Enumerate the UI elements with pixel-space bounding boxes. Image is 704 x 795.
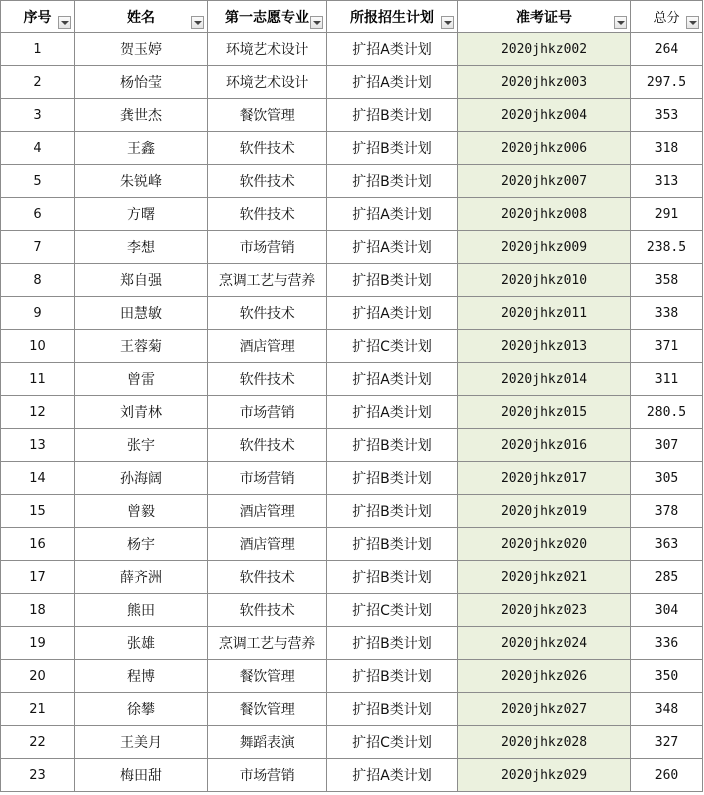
dropdown-arrow-icon[interactable] xyxy=(58,16,71,29)
table-row xyxy=(1,660,703,693)
cell-name[interactable]: 徐攀 xyxy=(75,693,208,726)
header-score xyxy=(631,1,703,33)
cell-major[interactable]: 舞蹈表演 xyxy=(208,726,327,759)
table-row xyxy=(1,132,703,165)
cell-score[interactable]: 350 xyxy=(631,660,703,693)
table-row xyxy=(1,231,703,264)
cell-plan[interactable]: 扩招B类计划 xyxy=(327,132,458,165)
cell-score[interactable]: 336 xyxy=(631,627,703,660)
table-row xyxy=(1,726,703,759)
cell-plan[interactable]: 扩招A类计划 xyxy=(327,33,458,66)
cell-plan[interactable]: 扩招A类计划 xyxy=(327,231,458,264)
cell-plan[interactable]: 扩招B类计划 xyxy=(327,627,458,660)
cell-major[interactable]: 软件技术 xyxy=(208,132,327,165)
cell-score[interactable]: 358 xyxy=(631,264,703,297)
table-row xyxy=(1,594,703,627)
cell-exam-no[interactable]: 2020jhkz007 xyxy=(458,165,631,198)
cell-major[interactable]: 软件技术 xyxy=(208,363,327,396)
cell-name[interactable]: 张宇 xyxy=(75,429,208,462)
cell-plan[interactable]: 扩招A类计划 xyxy=(327,198,458,231)
cell-exam-no[interactable]: 2020jhkz020 xyxy=(458,528,631,561)
cell-name[interactable]: 方曙 xyxy=(75,198,208,231)
cell-major[interactable]: 酒店管理 xyxy=(208,330,327,363)
cell-exam-no[interactable]: 2020jhkz024 xyxy=(458,627,631,660)
table-row xyxy=(1,396,703,429)
cell-plan[interactable]: 扩招B类计划 xyxy=(327,264,458,297)
cell-name[interactable]: 杨怡莹 xyxy=(75,66,208,99)
cell-name[interactable]: 龚世杰 xyxy=(75,99,208,132)
cell-exam-no[interactable]: 2020jhkz015 xyxy=(458,396,631,429)
cell-exam-no[interactable]: 2020jhkz014 xyxy=(458,363,631,396)
header-label: 姓名 xyxy=(127,9,155,26)
cell-major[interactable]: 市场营销 xyxy=(208,396,327,429)
cell-name[interactable]: 王美月 xyxy=(75,726,208,759)
table-row xyxy=(1,33,703,66)
cell-exam-no[interactable]: 2020jhkz023 xyxy=(458,594,631,627)
cell-score[interactable]: 285 xyxy=(631,561,703,594)
cell-seq[interactable]: 7 xyxy=(1,231,75,264)
cell-exam-no[interactable]: 2020jhkz028 xyxy=(458,726,631,759)
cell-score[interactable]: 318 xyxy=(631,132,703,165)
header-major xyxy=(208,1,327,33)
dropdown-arrow-icon[interactable] xyxy=(191,16,204,29)
cell-name[interactable]: 曾毅 xyxy=(75,495,208,528)
cell-score[interactable]: 378 xyxy=(631,495,703,528)
dropdown-arrow-icon[interactable] xyxy=(686,16,699,29)
cell-major[interactable]: 软件技术 xyxy=(208,165,327,198)
cell-name[interactable]: 曾雷 xyxy=(75,363,208,396)
cell-seq[interactable]: 6 xyxy=(1,198,75,231)
table-row xyxy=(1,528,703,561)
table-row xyxy=(1,429,703,462)
table-row xyxy=(1,198,703,231)
cell-score[interactable]: 304 xyxy=(631,594,703,627)
cell-exam-no[interactable]: 2020jhkz002 xyxy=(458,33,631,66)
cell-major[interactable]: 市场营销 xyxy=(208,759,327,792)
cell-score[interactable]: 313 xyxy=(631,165,703,198)
cell-seq[interactable]: 2 xyxy=(1,66,75,99)
cell-seq[interactable]: 22 xyxy=(1,726,75,759)
cell-name[interactable]: 程博 xyxy=(75,660,208,693)
cell-seq[interactable]: 10 xyxy=(1,330,75,363)
cell-major[interactable]: 餐饮管理 xyxy=(208,660,327,693)
cell-score[interactable]: 327 xyxy=(631,726,703,759)
cell-plan[interactable]: 扩招C类计划 xyxy=(327,330,458,363)
cell-seq[interactable]: 12 xyxy=(1,396,75,429)
cell-exam-no[interactable]: 2020jhkz019 xyxy=(458,495,631,528)
table-row xyxy=(1,561,703,594)
cell-score[interactable]: 260 xyxy=(631,759,703,792)
header-label: 准考证号 xyxy=(516,9,572,26)
table-row xyxy=(1,462,703,495)
cell-seq[interactable]: 13 xyxy=(1,429,75,462)
cell-score[interactable]: 338 xyxy=(631,297,703,330)
cell-major[interactable]: 软件技术 xyxy=(208,429,327,462)
cell-score[interactable]: 348 xyxy=(631,693,703,726)
table-row xyxy=(1,759,703,792)
cell-name[interactable]: 薛齐洲 xyxy=(75,561,208,594)
cell-name[interactable]: 李想 xyxy=(75,231,208,264)
cell-score[interactable]: 264 xyxy=(631,33,703,66)
cell-name[interactable]: 刘青林 xyxy=(75,396,208,429)
cell-seq[interactable]: 16 xyxy=(1,528,75,561)
header-name xyxy=(75,1,208,33)
cell-exam-no[interactable]: 2020jhkz027 xyxy=(458,693,631,726)
cell-plan[interactable]: 扩招B类计划 xyxy=(327,462,458,495)
cell-exam-no[interactable]: 2020jhkz003 xyxy=(458,66,631,99)
cell-name[interactable]: 张雄 xyxy=(75,627,208,660)
cell-score[interactable]: 305 xyxy=(631,462,703,495)
cell-exam-no[interactable]: 2020jhkz010 xyxy=(458,264,631,297)
cell-plan[interactable]: 扩招B类计划 xyxy=(327,495,458,528)
table-row xyxy=(1,297,703,330)
table-row xyxy=(1,264,703,297)
table-row xyxy=(1,495,703,528)
table-row xyxy=(1,165,703,198)
cell-name[interactable]: 王蓉菊 xyxy=(75,330,208,363)
cell-plan[interactable]: 扩招B类计划 xyxy=(327,429,458,462)
table-row xyxy=(1,330,703,363)
cell-score[interactable]: 280.5 xyxy=(631,396,703,429)
cell-plan[interactable]: 扩招B类计划 xyxy=(327,693,458,726)
cell-score[interactable]: 311 xyxy=(631,363,703,396)
cell-plan[interactable]: 扩招B类计划 xyxy=(327,165,458,198)
cell-exam-no[interactable]: 2020jhkz029 xyxy=(458,759,631,792)
table-row xyxy=(1,363,703,396)
cell-name[interactable]: 田慧敏 xyxy=(75,297,208,330)
cell-major[interactable]: 环境艺术设计 xyxy=(208,33,327,66)
cell-major[interactable]: 软件技术 xyxy=(208,594,327,627)
cell-major[interactable]: 软件技术 xyxy=(208,561,327,594)
table-row xyxy=(1,66,703,99)
cell-name[interactable]: 杨宇 xyxy=(75,528,208,561)
header-row xyxy=(1,1,703,33)
cell-seq[interactable]: 15 xyxy=(1,495,75,528)
cell-plan[interactable]: 扩招B类计划 xyxy=(327,561,458,594)
cell-seq[interactable]: 11 xyxy=(1,363,75,396)
table-row xyxy=(1,627,703,660)
cell-exam-no[interactable]: 2020jhkz004 xyxy=(458,99,631,132)
cell-name[interactable]: 郑自强 xyxy=(75,264,208,297)
table-row xyxy=(1,693,703,726)
cell-seq[interactable]: 8 xyxy=(1,264,75,297)
cell-exam-no[interactable]: 2020jhkz006 xyxy=(458,132,631,165)
table-header xyxy=(1,1,703,33)
cell-seq[interactable]: 9 xyxy=(1,297,75,330)
cell-score[interactable]: 307 xyxy=(631,429,703,462)
cell-name[interactable]: 熊田 xyxy=(75,594,208,627)
dropdown-arrow-icon[interactable] xyxy=(310,16,323,29)
cell-exam-no[interactable]: 2020jhkz026 xyxy=(458,660,631,693)
cell-name[interactable]: 孙海阔 xyxy=(75,462,208,495)
cell-score[interactable]: 363 xyxy=(631,528,703,561)
cell-major[interactable]: 软件技术 xyxy=(208,297,327,330)
cell-name[interactable]: 梅田甜 xyxy=(75,759,208,792)
cell-plan[interactable]: 扩招A类计划 xyxy=(327,66,458,99)
cell-seq[interactable]: 14 xyxy=(1,462,75,495)
cell-plan[interactable]: 扩招A类计划 xyxy=(327,297,458,330)
cell-plan[interactable]: 扩招C类计划 xyxy=(327,594,458,627)
cell-exam-no[interactable]: 2020jhkz017 xyxy=(458,462,631,495)
cell-seq[interactable]: 3 xyxy=(1,99,75,132)
cell-exam-no[interactable]: 2020jhkz021 xyxy=(458,561,631,594)
cell-exam-no[interactable]: 2020jhkz016 xyxy=(458,429,631,462)
cell-score[interactable]: 353 xyxy=(631,99,703,132)
header-exam-no xyxy=(458,1,631,33)
cell-major[interactable]: 烹调工艺与营养 xyxy=(208,627,327,660)
cell-major[interactable]: 市场营销 xyxy=(208,462,327,495)
cell-name[interactable]: 王鑫 xyxy=(75,132,208,165)
cell-exam-no[interactable]: 2020jhkz011 xyxy=(458,297,631,330)
cell-major[interactable]: 烹调工艺与营养 xyxy=(208,264,327,297)
table-row xyxy=(1,99,703,132)
cell-name[interactable]: 朱锐峰 xyxy=(75,165,208,198)
cell-major[interactable]: 餐饮管理 xyxy=(208,99,327,132)
cell-score[interactable]: 371 xyxy=(631,330,703,363)
cell-major[interactable]: 环境艺术设计 xyxy=(208,66,327,99)
cell-seq[interactable]: 5 xyxy=(1,165,75,198)
cell-major[interactable]: 酒店管理 xyxy=(208,528,327,561)
cell-seq[interactable]: 20 xyxy=(1,660,75,693)
cell-seq[interactable]: 4 xyxy=(1,132,75,165)
header-label: 第一志愿专业 xyxy=(225,9,309,26)
cell-seq[interactable]: 1 xyxy=(1,33,75,66)
cell-exam-no[interactable]: 2020jhkz008 xyxy=(458,198,631,231)
header-plan xyxy=(327,1,458,33)
cell-score[interactable]: 291 xyxy=(631,198,703,231)
cell-plan[interactable]: 扩招B类计划 xyxy=(327,660,458,693)
cell-major[interactable]: 软件技术 xyxy=(208,198,327,231)
cell-plan[interactable]: 扩招A类计划 xyxy=(327,363,458,396)
dropdown-arrow-icon[interactable] xyxy=(614,16,627,29)
cell-plan[interactable]: 扩招C类计划 xyxy=(327,726,458,759)
dropdown-arrow-icon[interactable] xyxy=(441,16,454,29)
cell-major[interactable]: 餐饮管理 xyxy=(208,693,327,726)
cell-plan[interactable]: 扩招A类计划 xyxy=(327,759,458,792)
cell-seq[interactable]: 21 xyxy=(1,693,75,726)
header-label: 总分 xyxy=(653,11,680,26)
header-seq xyxy=(1,1,75,33)
cell-name[interactable]: 贺玉婷 xyxy=(75,33,208,66)
cell-exam-no[interactable]: 2020jhkz013 xyxy=(458,330,631,363)
cell-plan[interactable]: 扩招B类计划 xyxy=(327,99,458,132)
cell-seq[interactable]: 18 xyxy=(1,594,75,627)
header-label: 所报招生计划 xyxy=(350,9,434,26)
cell-score[interactable]: 238.5 xyxy=(631,231,703,264)
cell-score[interactable]: 297.5 xyxy=(631,66,703,99)
table-body xyxy=(1,33,703,792)
cell-plan[interactable]: 扩招B类计划 xyxy=(327,528,458,561)
cell-plan[interactable]: 扩招A类计划 xyxy=(327,396,458,429)
cell-major[interactable]: 市场营销 xyxy=(208,231,327,264)
cell-seq[interactable]: 19 xyxy=(1,627,75,660)
cell-exam-no[interactable]: 2020jhkz009 xyxy=(458,231,631,264)
cell-major[interactable]: 酒店管理 xyxy=(208,495,327,528)
cell-seq[interactable]: 23 xyxy=(1,759,75,792)
header-label: 序号 xyxy=(23,9,52,26)
cell-seq[interactable]: 17 xyxy=(1,561,75,594)
